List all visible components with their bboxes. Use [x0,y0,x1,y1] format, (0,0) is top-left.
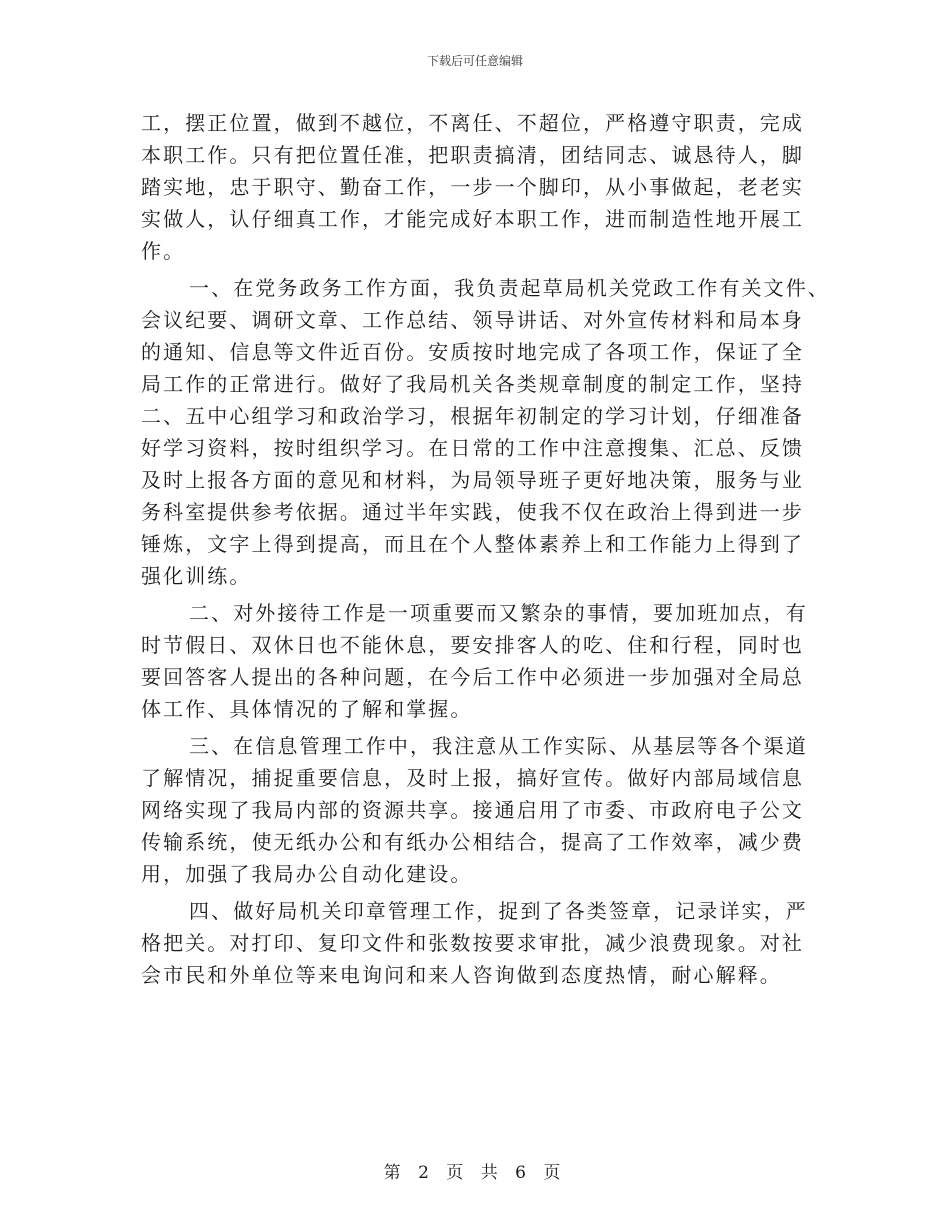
text-line: 工，摆正位置，做到不越位，不离任、不超位，严格遵守职责，完成 [141,111,804,135]
text-line: 好学习资料，按时组织学习。在日常的工作中注意搜集、汇总、反馈 [141,436,804,460]
paragraph-0 [141,107,811,267]
text-line: 用，加强了我局办公自动化建设。 [141,862,473,886]
text-line: 传输系统，使无纸办公和有纸办公相结合，提高了工作效率，减少费 [141,830,804,854]
header-note: 下载后可任意编辑 [426,54,523,68]
text-line: 时节假日、双休日也不能休息，要安排客人的吃、住和行程，同时也 [141,633,804,657]
paragraph-4 [141,895,811,991]
text-line: 作。 [141,239,186,263]
text-line: 及时上报各方面的意见和材料，为局领导班子更好地决策，服务与业 [141,468,804,492]
text-line: 本职工作。只有把位置任准，把职责搞清，团结同志、诚恳待人，脚 [141,143,804,167]
text-line: 体工作、具体情况的了解和掌握。 [141,697,473,721]
page-number-footer: 第 2 页 共 6 页 [383,1163,567,1183]
text-line: 务科室提供参考依据。通过半年实践，使我不仅在政治上得到进一步 [141,500,804,524]
text-line: 会市民和外单位等来电询问和来人咨询做到态度热情，耐心解释。 [141,963,782,987]
text-line: 二、五中心组学习和政治学习，根据年初制定的学习计划，仔细准备 [141,404,804,428]
text-line: 要回答客人提出的各种问题，在今后工作中必须进一步加强对全局总 [141,665,804,689]
text-line: 的通知、信息等文件近百份。安质按时地完成了各项工作，保证了全 [141,340,804,364]
paragraph-3 [141,730,811,890]
paragraph-1 [141,272,830,592]
text-line: 实做人，认仔细真工作，才能完成好本职工作，进而制造性地开展工 [141,207,804,231]
text-line: 了解情况，捕捉重要信息，及时上报，搞好宣传。做好内部局域信息 [141,766,804,790]
text-line: 二、对外接待工作是一项重要而又繁杂的事情，要加班加点，有 [189,601,808,625]
text-line: 四、做好局机关印章管理工作，捉到了各类签章，记录详实，严 [189,899,808,923]
text-line: 踏实地，忠于职守、勤奋工作，一步一个脚印，从小事做起，老老实 [141,175,804,199]
text-line: 三、在信息管理工作中，我注意从工作实际、从基层等各个渠道 [189,734,808,758]
paragraph-2 [141,597,811,725]
text-line: 格把关。对打印、复印文件和张数按要求审批，减少浪费现象。对社 [141,931,804,955]
text-line: 一、在党务政务工作方面，我负责起草局机关党政工作有关文件、 [189,276,830,300]
text-line: 强化训练。 [141,564,252,588]
text-line: 会议纪要、调研文章、工作总结、领导讲话、对外宣传材料和局本身 [141,308,804,332]
text-line: 网络实现了我局内部的资源共享。接通启用了市委、市政府电子公文 [141,798,804,822]
text-line: 锤炼，文字上得到提高，而且在个人整体素养上和工作能力上得到了 [141,532,804,556]
text-line: 局工作的正常进行。做好了我局机关各类规章制度的制定工作，坚持 [141,372,804,396]
document-body [141,107,830,991]
